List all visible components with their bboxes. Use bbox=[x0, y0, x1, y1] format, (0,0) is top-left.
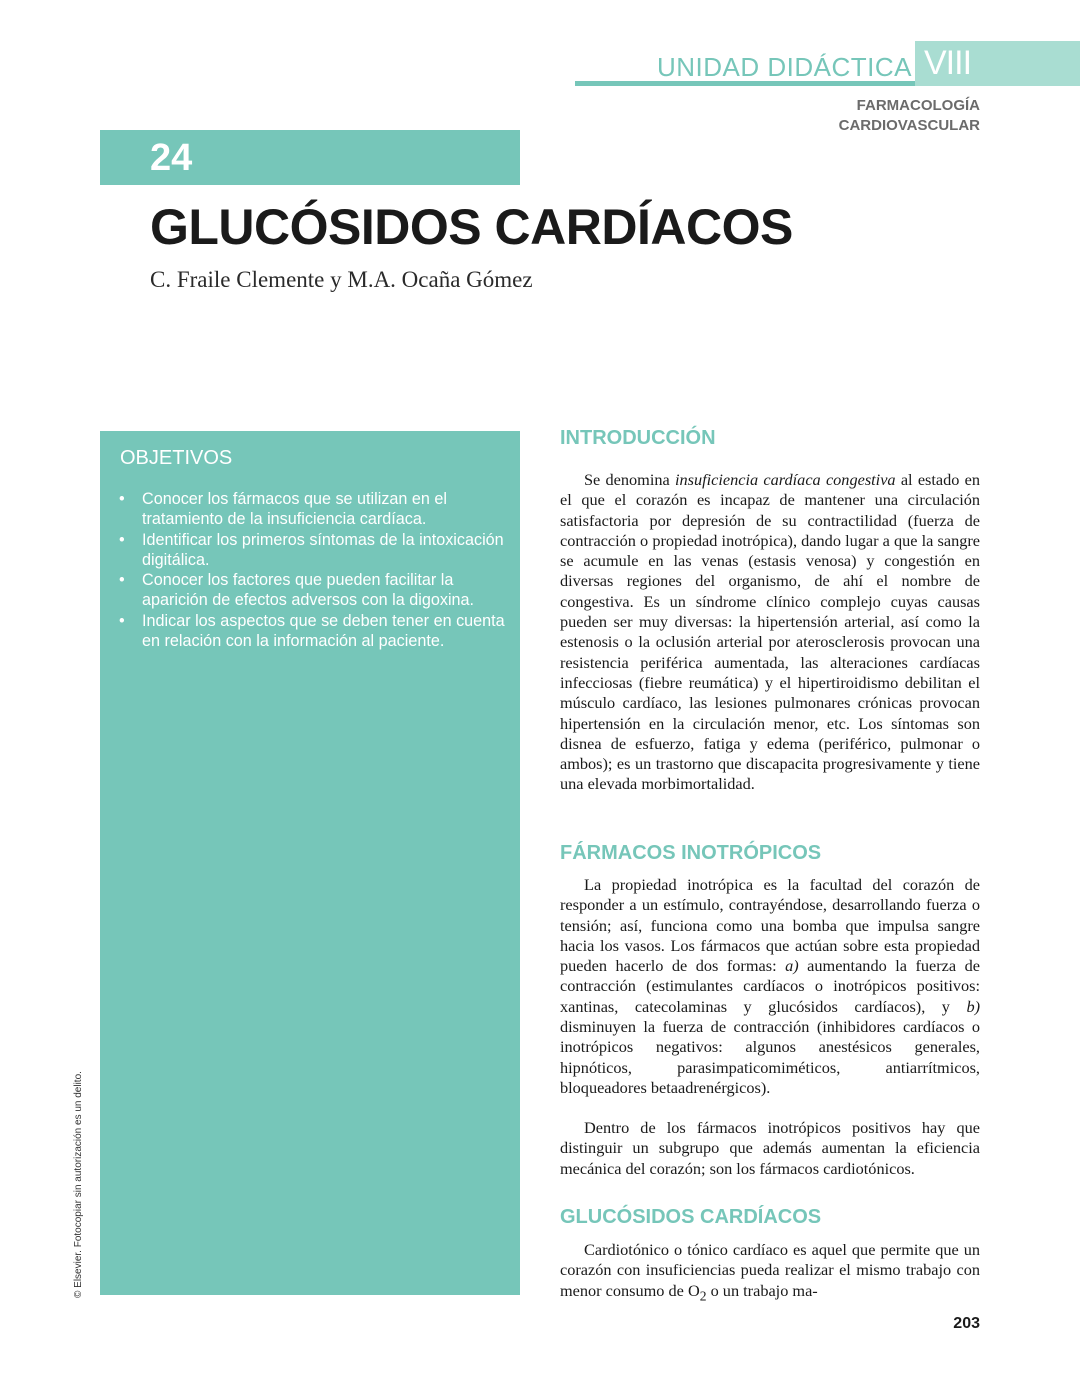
chapter-title: GLUCÓSIDOS CARDÍACOS bbox=[150, 199, 793, 255]
intro-text-start: Se denomina bbox=[584, 470, 675, 489]
inotropicos-text-a: La propiedad inotrópica es la facultad del corazón de responder a un estímulo, contrayéndose, desarrollando fuerza o tensión; así, funciona como una bomba que impulsa sangre hacia los vasos. Los fármacos que actúan sobre esta propiedad pueden hacerlo de dos formas: bbox=[560, 875, 980, 976]
chapter-number: 24 bbox=[150, 137, 193, 179]
intro-term: insuficiencia cardíaca congestiva bbox=[674, 470, 896, 489]
inotropicos-text-b: aumentando la fuerza de contracción (estimulantes cardíacos o inotrópicos positivos: xantinas, catecolaminas y glucósidos cardíacos), y bbox=[560, 956, 980, 1016]
objective-item: • Conocer los fármacos que se utilizan en el tratamiento de la insuficiencia cardíaca. bbox=[118, 489, 513, 530]
inotropicos-paragraph-1 bbox=[560, 875, 980, 1098]
oxygen-subscript: 2 bbox=[699, 1287, 707, 1303]
list-marker-a: a) bbox=[785, 956, 799, 976]
unit-label: UNIDAD DIDÁCTICA bbox=[656, 52, 912, 82]
objective-item: • Identificar los primeros síntomas de la intoxicación digitálica. bbox=[118, 530, 513, 571]
chapter-authors: C. Fraile Clemente y M.A. Ocaña Gómez bbox=[150, 267, 533, 292]
inotropicos-text-p2: Dentro de los fármacos inotrópicos positivos hay que distinguir un subgrupo que además aumentan la eficiencia mecánica del corazón; son los fármacos cardiotónicos. bbox=[560, 1118, 980, 1178]
section-heading-glucosidos-cardiacos: GLUCÓSIDOS CARDÍACOS bbox=[560, 1206, 822, 1228]
objective-item: • Conocer los factores que pueden facilitar la aparición de efectos adversos con la digoxina. bbox=[118, 570, 513, 611]
inotropicos-text-c: disminuyen la fuerza de contracción (inhibidores cardíacos o inotrópicos negativos: algunos anestésicos generales, hipnóticos, parasimpaticomiméticos, antiarrítmicos, bloqueadores betaadrenérgicos). bbox=[560, 1017, 980, 1097]
inotropicos-paragraph-2 bbox=[560, 1118, 980, 1179]
glucosidos-text-a: Cardiotónico o tónico cardíaco es aquel que permite que un corazón con insuficiencias pueda realizar el mismo trabajo con menor consumo de O bbox=[560, 1240, 980, 1300]
glucosidos-paragraph bbox=[560, 1240, 980, 1306]
objective-item: • Indicar los aspectos que se deben tener en cuenta en relación con la información al paciente. bbox=[118, 611, 513, 652]
intro-paragraph bbox=[560, 470, 980, 795]
objectives-title: OBJETIVOS bbox=[120, 447, 233, 469]
page-number: 203 bbox=[953, 1315, 980, 1332]
list-marker-b: b) bbox=[966, 996, 980, 1016]
unit-subtitle bbox=[839, 96, 980, 136]
unit-subtitle-line-2: CARDIOVASCULAR bbox=[838, 117, 980, 134]
unit-number: VIII bbox=[924, 44, 972, 82]
unit-subtitle-line-1: FARMACOLOGÍA bbox=[856, 97, 980, 114]
copyright-side-note: © Elsevier. Fotocopiar sin autorización es un delito. bbox=[73, 1071, 84, 1298]
section-heading-introduccion: INTRODUCCIÓN bbox=[560, 427, 716, 449]
glucosidos-text-b: o un trabajo ma- bbox=[706, 1280, 818, 1300]
section-heading-farmacos-inotropicos: FÁRMACOS INOTRÓPICOS bbox=[560, 842, 822, 864]
intro-text-rest: al estado en el que el corazón es incapaz de mantener una circulación satisfactoria por depresión de su contractilidad (fuerza de contracción o propiedad inotrópica), dando lugar a que la sangre se acumule en las venas (estasis venosa) y congestión en diversas regiones del organismo, de ahí el nombre de congestiva. Es un síndrome clínico complejo cuyas causas pueden ser muy diversas: la hipertensión arterial, así como la estenosis o la oclusión arterial por aterosclerosis provocan una resistencia periférica aumentada, las alteraciones cardíacas infecciosas (fiebre reumática) y el hipertiroidismo debilitan el músculo cardíaco, las lesiones pulmonares crónicas provocan hipertensión en la circulación menor, etc. Los síntomas son disnea de esfuerzo, fatiga y edema (periférico, pulmonar o ambos); es un trastorno que discapacita progresivamente y tiene una elevada morbimortalidad. bbox=[560, 470, 981, 794]
objectives-list bbox=[118, 489, 513, 651]
